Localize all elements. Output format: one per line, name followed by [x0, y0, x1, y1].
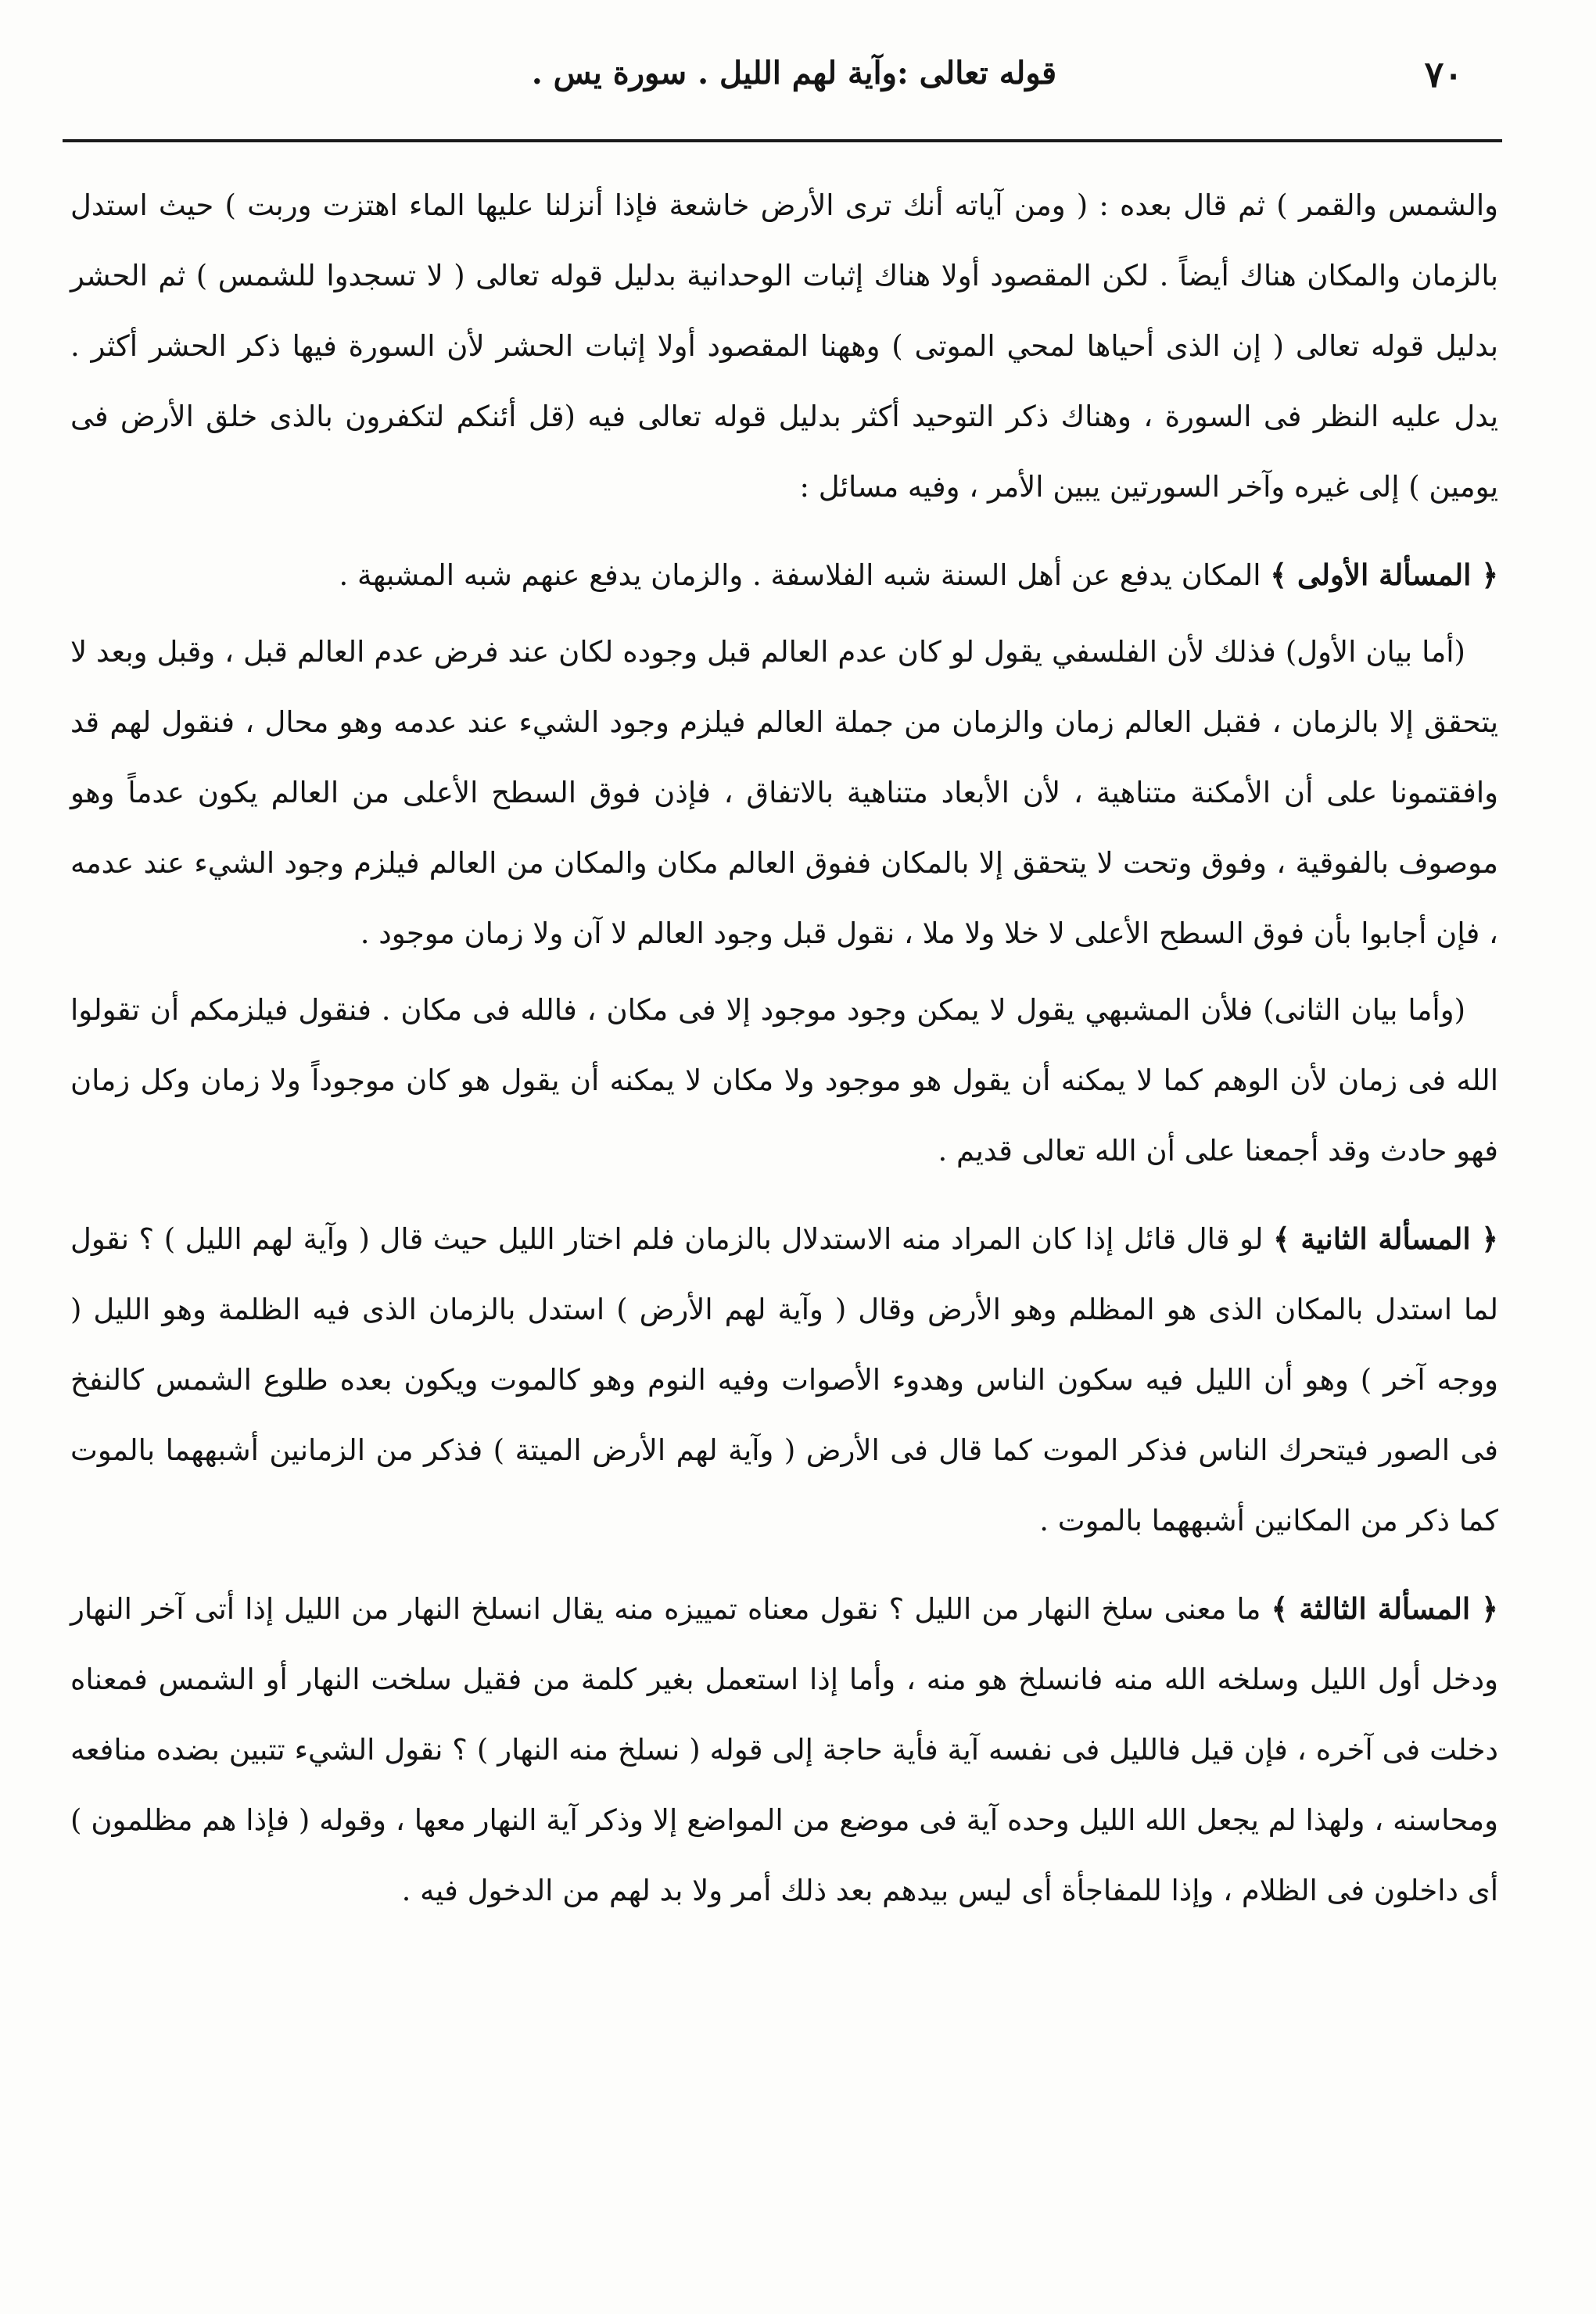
page-number: ٧٠	[1424, 53, 1463, 95]
section-text: ما معنى سلخ النهار من الليل ؟ نقول معناه تمييزه منه يقال انسلخ النهار من الليل إذا أتى آخر النهار ودخل أول الليل وسلخه الله منه فانسلخ هو منه ، وأما إذا استعمل بغير كلمة من فقيل سلخت النهار أو الشمس فمعناه دخلت فى آخره ، فإن قيل فالليل فى نفسه آية فأية حاجة إلى قوله ( نسلخ منه النهار ) ؟ نقول الشيء تتبين بضده منافعه ومحاسنه ، ولهذا لم يجعل الله الليل وحده آية فى موضع من المواضع إلا وذكر آية النهار معها ، وقوله ( فإذا هم مظلمون ) أى داخلون فى الظلام ، وإذا للمفاجأة أى ليس بيدهم بعد ذلك أمر ولا بد لهم من الدخول فيه .	[70, 1592, 1498, 1907]
section-paragraph: (أما بيان الأول) فذلك لأن الفلسفي يقول لو كان عدم العالم قبل وجوده لكان عند فرض عدم العالم قبل ، وقبل وبعد لا يتحقق إلا بالزمان ، فقبل العالم زمان والزمان من جملة العالم فيلزم وجود الشيء عند عدمه وهو محال ، فنقول لهم قد وافقتمونا على أن الأمكنة متناهية ، لأن الأبعاد متناهية بالاتفاق ، فإذن فوق السطح الأعلى من العالم يكون عدماً وهو موصوف بالفوقية ، وفوق وتحت لا يتحقق إلا بالمكان ففوق العالم مكان والمكان من العالم فيلزم وجود الشيء عند عدمه ، فإن أجابوا بأن فوق السطح الأعلى لا خلا ولا ملا ، نقول قبل وجود العالم لا آن ولا زمان موجود .	[70, 635, 1498, 950]
section-paragraph: (وأما بيان الثانى) فلأن المشبهي يقول لا يمكن وجود موجود إلا فى مكان ، فالله فى مكان . فنقول فيلزمكم أن تقولوا الله فى زمان لأن الوهم كما لا يمكنه أن يقول هو موجود ولا مكان لا يمكنه أن يقول هو كان موجوداً ولا زمان وكل زمان فهو حادث وقد أجمعنا على أن الله تعالى قديم .	[70, 993, 1498, 1168]
section-text: لو قال قائل إذا كان المراد منه الاستدلال بالزمان فلم اختار الليل حيث قال ( وآية لهم الليل ) ؟ نقول لما استدل بالمكان الذى هو المظلم وهو الأرض وقال ( وآية لهم الأرض ) استدل بالزمان الذى فيه الظلمة وهو الليل ( ووجه آخر ) وهو أن الليل فيه سكون الناس وهدوء الأصوات وفيه النوم وهو كالموت ويكون بعده طلوع الشمس كالنفخ فى الصور فيتحرك الناس فذكر الموت كما قال فى الأرض ( وآية لهم الأرض الميتة ) فذكر من الزمانين أشبههما بالموت كما ذكر من المكانين أشبههما بالموت .	[70, 1222, 1498, 1537]
section-text: المكان يدفع عن أهل السنة شبه الفلاسفة . والزمان يدفع عنهم شبه المشبهة .	[339, 558, 1261, 592]
section-title: ﴿ المسألة الثانية ﴾	[1273, 1222, 1498, 1256]
section-title: ﴿ المسألة الثالثة ﴾	[1271, 1591, 1498, 1626]
page-header	[125, 48, 1463, 111]
section-title: ﴿ المسألة الأولى ﴾	[1270, 558, 1498, 592]
section-first-question	[70, 540, 1498, 1186]
running-title: قوله تعالى :وآية لهم الليل . سورة يس .	[531, 55, 1057, 91]
header-rule	[63, 139, 1502, 142]
section-paragraph	[70, 540, 1498, 611]
page-body	[70, 170, 1498, 1932]
section-third-question	[70, 1573, 1498, 1926]
intro-paragraph: والشمس والقمر ) ثم قال بعده : ( ومن آياته أنك ترى الأرض خاشعة فإذا أنزلنا عليها الماء اهتزت وربت ) حيث استدل بالزمان والمكان هناك أيضاً . لكن المقصود أولا هناك إثبات الوحدانية بدليل قوله تعالى ( لا تسجدوا للشمس ) ثم الحشر بدليل قوله تعالى ( إن الذى أحياها لمحي الموتى ) وههنا المقصود أولا إثبات الحشر لأن السورة فيها ذكر الحشر أكثر . يدل عليه النظر فى السورة ، وهناك ذكر التوحيد أكثر بدليل قوله تعالى فيه (قل أئنكم لتكفرون بالذى خلق الأرض فى يومين ) إلى غيره وآخر السورتين يبين الأمر ، وفيه مسائل :	[70, 188, 1498, 504]
section-second-question	[70, 1204, 1498, 1556]
section-paragraph	[70, 1204, 1498, 1556]
section-paragraph	[70, 1573, 1498, 1926]
